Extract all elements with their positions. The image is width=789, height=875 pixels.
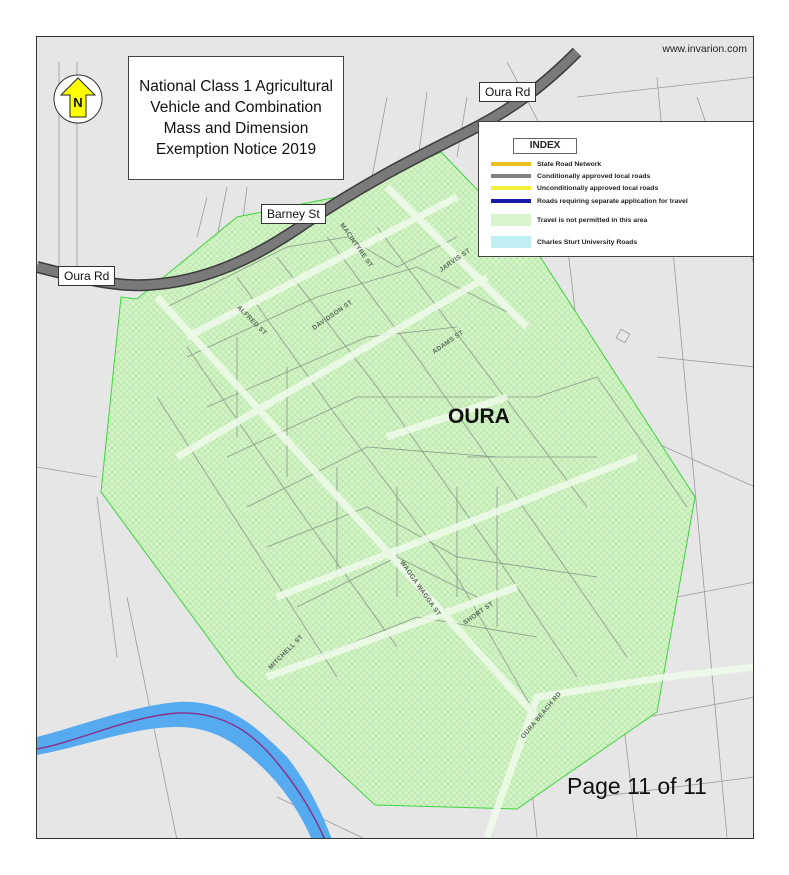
north-label: N	[73, 95, 83, 110]
legend-item-state-road	[491, 158, 601, 170]
map-frame	[36, 36, 754, 839]
street-label-mitchell: MITCHELL ST	[267, 633, 305, 672]
map-title: National Class 1 Agricultural Vehicle and Combination Mass and Dimension Exemption Notice 2019	[128, 56, 344, 180]
legend-item-label: Conditionally approved local roads	[537, 172, 651, 180]
street-label-macintyre: MACINTYRE ST	[338, 222, 375, 269]
street-label-alfred: ALFRED ST	[235, 304, 268, 337]
street-label-wagga-wagga: WAGGA WAGGA ST	[398, 559, 442, 618]
website-credit: www.invarion.com	[662, 43, 747, 55]
street-label-oura-beach: OURA BEACH RD	[519, 690, 564, 741]
street-label-davidson: DAVIDSON ST	[311, 299, 354, 332]
road-label-oura-rd-east: Oura Rd	[479, 82, 536, 102]
street-label-adams: ADAMS ST	[431, 329, 466, 356]
legend-swatch	[491, 186, 531, 190]
road-label-barney-st: Barney St	[261, 204, 326, 224]
legend-swatch	[491, 174, 531, 178]
legend-title: INDEX	[513, 138, 577, 154]
page-label: Page 11 of 11	[567, 773, 707, 799]
street-label-jarvis: JARVIS ST	[438, 247, 472, 274]
legend-item-separate-application	[491, 195, 688, 207]
legend-swatch	[491, 162, 531, 166]
legend-item-no-travel	[491, 214, 647, 226]
legend-item-unconditional-roads	[491, 182, 658, 194]
legend-item-label: Travel is not permitted in this area	[537, 216, 648, 224]
legend-item-label: Charles Sturt University Roads	[537, 238, 638, 246]
legend-swatch	[491, 214, 531, 226]
legend-item-conditional-roads	[491, 170, 650, 182]
legend-item-label: Roads requiring separate application for travel	[537, 197, 688, 205]
legend	[478, 121, 754, 257]
legend-item-csu-roads	[491, 236, 637, 248]
legend-swatch	[491, 199, 531, 203]
legend-item-label: Unconditionally approved local roads	[537, 184, 659, 192]
legend-item-label: State Road Network	[537, 160, 602, 168]
road-label-oura-rd-west: Oura Rd	[58, 266, 115, 286]
town-label: OURA	[448, 405, 510, 428]
street-label-short: SHORT ST	[462, 600, 496, 627]
legend-swatch	[491, 236, 531, 248]
